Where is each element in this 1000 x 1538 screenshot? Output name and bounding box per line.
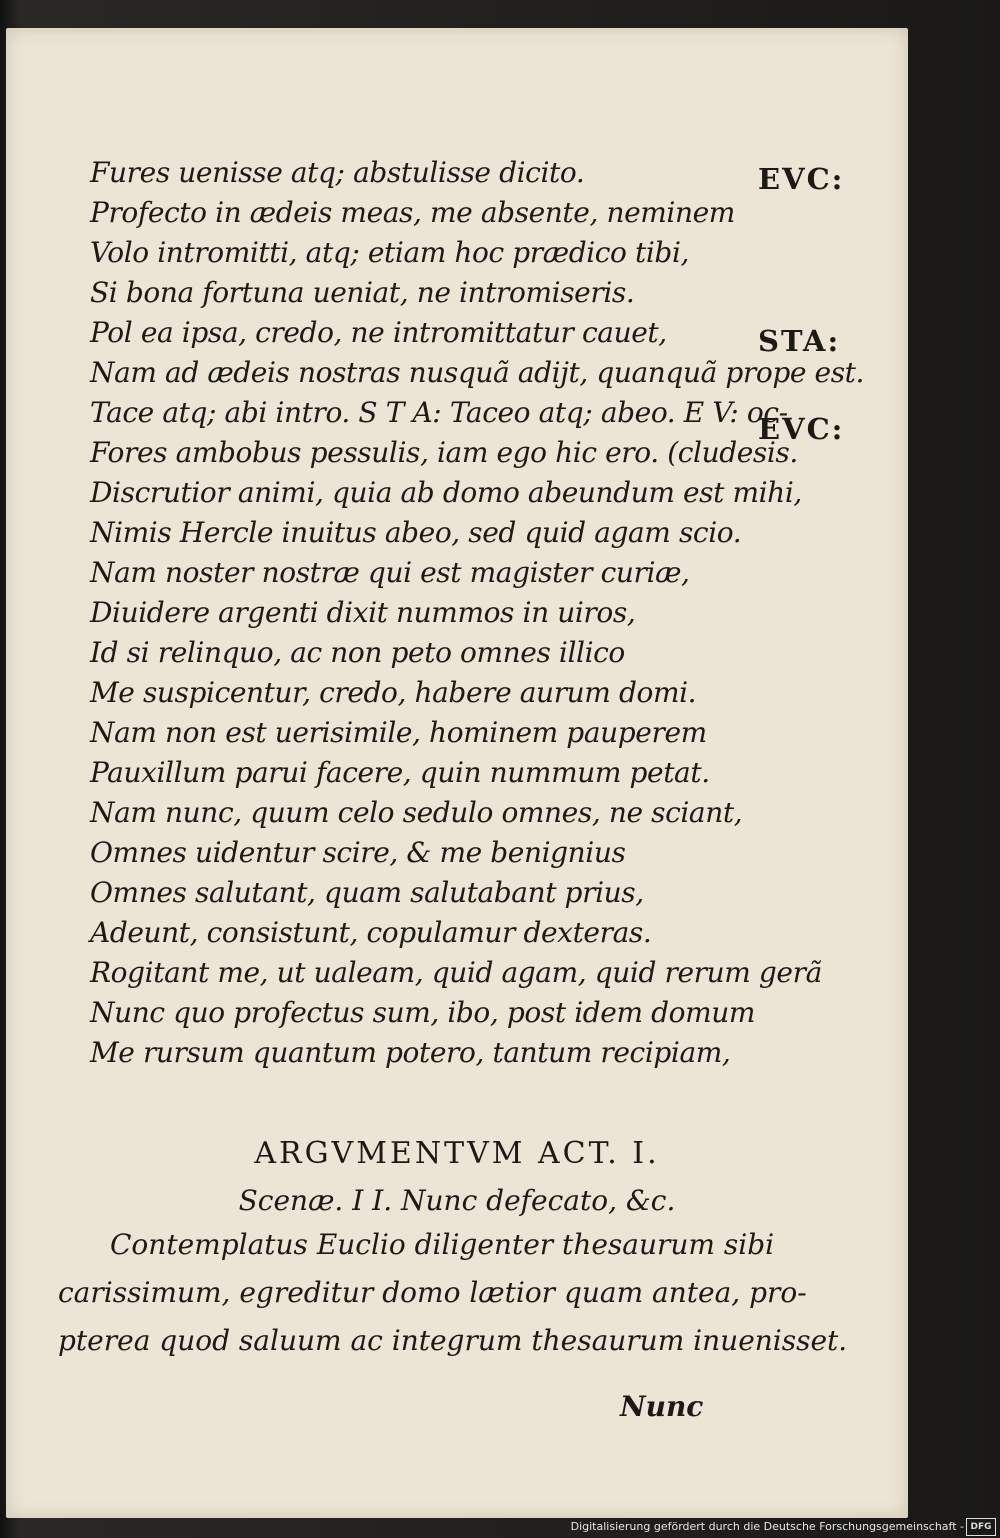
verse-line-18: Omnes uidentur scire, & me benignius xyxy=(90,836,626,869)
speaker-label-1: EVC: xyxy=(758,162,845,196)
verse-line-23: Me rursum quantum potero, tantum recipiam, xyxy=(90,1036,731,1069)
verse-line-11: Nam noster nostræ qui est magister curiæ, xyxy=(90,556,690,589)
verse-line-5: Pol ea ipsa, credo, ne intromittatur cauet, xyxy=(90,316,667,349)
catchword: Nunc xyxy=(620,1390,704,1423)
verse-line-2: Profecto in ædeis meas, me absente, neminem xyxy=(90,196,735,229)
dfg-logo: DFG xyxy=(966,1518,996,1536)
verse-line-7: Tace atq; abi intro. S T A: Taceo atq; abeo. E V: oc- xyxy=(90,396,788,429)
verse-line-15: Nam non est uerisimile, hominem pauperem xyxy=(90,716,707,749)
verse-line-12: Diuidere argenti dixit nummos in uiros, xyxy=(90,596,636,629)
scene-subheading: Scenæ. I I. Nunc defecato, &c. xyxy=(238,1184,676,1217)
verse-line-20: Adeunt, consistunt, copulamur dexteras. xyxy=(90,916,652,949)
digitization-credit: Digitalisierung gefördert durch die Deutsche Forschungsgemeinschaft - xyxy=(570,1520,964,1533)
speaker-label-2: STA: xyxy=(758,324,841,358)
speaker-label-3: EVC: xyxy=(758,412,845,446)
verse-line-16: Pauxillum parui facere, quin nummum petat. xyxy=(90,756,710,789)
verse-line-19: Omnes salutant, quam salutabant prius, xyxy=(90,876,644,909)
verse-line-6: Nam ad ædeis nostras nusquã adijt, quanquã prope est. xyxy=(90,356,865,389)
verse-line-4: Si bona fortuna ueniat, ne intromiseris. xyxy=(90,276,635,309)
verse-line-3: Volo intromitti, atq; etiam hoc prædico tibi, xyxy=(90,236,689,269)
verse-line-17: Nam nunc, quum celo sedulo omnes, ne sciant, xyxy=(90,796,743,829)
verse-line-14: Me suspicentur, credo, habere aurum domi. xyxy=(90,676,697,709)
argument-line-2: carissimum, egreditur domo lætior quam antea, pro- xyxy=(58,1276,807,1309)
verse-line-22: Nunc quo profectus sum, ibo, post idem domum xyxy=(90,996,756,1029)
verse-line-8: Fores ambobus pessulis, iam ego hic ero. (cludesis. xyxy=(90,436,798,469)
verse-line-10: Nimis Hercle inuitus abeo, sed quid agam scio. xyxy=(90,516,742,549)
argument-line-1: Contemplatus Euclio diligenter thesaurum sibi xyxy=(110,1228,775,1261)
verse-line-21: Rogitant me, ut ualeam, quid agam, quid rerum gerã xyxy=(90,956,822,989)
book-page xyxy=(6,28,908,1518)
argument-line-3: pterea quod saluum ac integrum thesaurum inuenisset. xyxy=(58,1324,848,1357)
argument-heading: ARGVMENTVM ACT. I. xyxy=(254,1136,660,1171)
verse-line-1: Fures uenisse atq; abstulisse dicito. xyxy=(90,156,585,189)
verse-line-9: Discrutior animi, quia ab domo abeundum est mihi, xyxy=(90,476,802,509)
verse-line-13: Id si relinquo, ac non peto omnes illico xyxy=(90,636,625,669)
